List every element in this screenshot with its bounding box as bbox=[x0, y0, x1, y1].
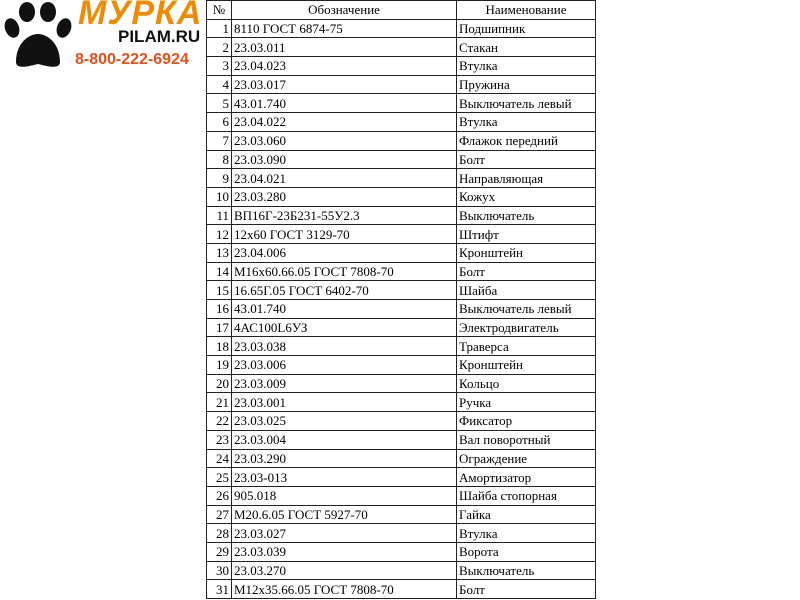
part-name: Вал поворотный bbox=[457, 430, 596, 449]
row-number: 4 bbox=[207, 75, 232, 94]
part-code: 23.03.060 bbox=[232, 131, 457, 150]
part-code: 23.03.280 bbox=[232, 187, 457, 206]
table-row bbox=[207, 412, 596, 431]
table-row bbox=[207, 113, 596, 132]
part-code: 23.03.006 bbox=[232, 356, 457, 375]
part-name: Ручка bbox=[457, 393, 596, 412]
part-name: Болт bbox=[457, 580, 596, 599]
table-row bbox=[207, 206, 596, 225]
row-number: 27 bbox=[207, 505, 232, 524]
part-name: Втулка bbox=[457, 57, 596, 76]
table-row bbox=[207, 393, 596, 412]
part-code: 23.04.022 bbox=[232, 113, 457, 132]
row-number: 5 bbox=[207, 94, 232, 113]
table-row bbox=[207, 486, 596, 505]
header-code: Обозначение bbox=[232, 1, 457, 20]
part-code: 905.018 bbox=[232, 486, 457, 505]
part-code: 23.03.027 bbox=[232, 524, 457, 543]
part-name: Ограждение bbox=[457, 449, 596, 468]
row-number: 17 bbox=[207, 318, 232, 337]
part-name: Амортизатор bbox=[457, 468, 596, 487]
row-number: 1 bbox=[207, 19, 232, 38]
part-name: Кожух bbox=[457, 187, 596, 206]
part-code: 23.03.039 bbox=[232, 542, 457, 561]
row-number: 19 bbox=[207, 356, 232, 375]
row-number: 31 bbox=[207, 580, 232, 599]
row-number: 20 bbox=[207, 374, 232, 393]
header-name: Наименование bbox=[457, 1, 596, 20]
part-name: Кронштейн bbox=[457, 243, 596, 262]
part-name: Кронштейн bbox=[457, 356, 596, 375]
row-number: 3 bbox=[207, 57, 232, 76]
table-row bbox=[207, 374, 596, 393]
part-code: 4АС100L6УЗ bbox=[232, 318, 457, 337]
table-row bbox=[207, 580, 596, 599]
part-name: Выключатель левый bbox=[457, 94, 596, 113]
row-number: 28 bbox=[207, 524, 232, 543]
part-code: ВП16Г-23Б231-55У2.3 bbox=[232, 206, 457, 225]
parts-table bbox=[206, 0, 596, 599]
part-code: 23.03.025 bbox=[232, 412, 457, 431]
row-number: 30 bbox=[207, 561, 232, 580]
table-row bbox=[207, 19, 596, 38]
row-number: 6 bbox=[207, 113, 232, 132]
table-row bbox=[207, 57, 596, 76]
part-name: Выключатель bbox=[457, 206, 596, 225]
part-name: Электродвигатель bbox=[457, 318, 596, 337]
part-name: Ворота bbox=[457, 542, 596, 561]
table-row bbox=[207, 262, 596, 281]
table-row bbox=[207, 150, 596, 169]
table-row bbox=[207, 169, 596, 188]
part-code: 23.03.004 bbox=[232, 430, 457, 449]
table-row bbox=[207, 430, 596, 449]
table-row bbox=[207, 75, 596, 94]
part-name: Болт bbox=[457, 150, 596, 169]
part-name: Штифт bbox=[457, 225, 596, 244]
paw-icon bbox=[2, 2, 74, 70]
row-number: 18 bbox=[207, 337, 232, 356]
brand-name: МУРКА bbox=[78, 0, 203, 32]
table-row bbox=[207, 505, 596, 524]
table-row bbox=[207, 131, 596, 150]
table-row bbox=[207, 187, 596, 206]
part-name: Втулка bbox=[457, 113, 596, 132]
part-code: 8110 ГОСТ 6874-75 bbox=[232, 19, 457, 38]
part-name: Выключатель bbox=[457, 561, 596, 580]
part-code: 23.03.011 bbox=[232, 38, 457, 57]
header-num: № bbox=[207, 1, 232, 20]
part-code: М20.6.05 ГОСТ 5927-70 bbox=[232, 505, 457, 524]
row-number: 14 bbox=[207, 262, 232, 281]
table-row bbox=[207, 337, 596, 356]
row-number: 23 bbox=[207, 430, 232, 449]
table-row bbox=[207, 225, 596, 244]
table-body bbox=[207, 19, 596, 598]
table-row bbox=[207, 524, 596, 543]
table-row bbox=[207, 468, 596, 487]
part-code: 23.03.090 bbox=[232, 150, 457, 169]
part-code: 23.04.023 bbox=[232, 57, 457, 76]
part-code: 23.03-013 bbox=[232, 468, 457, 487]
part-code: 23.03.001 bbox=[232, 393, 457, 412]
table-row bbox=[207, 318, 596, 337]
part-name: Стакан bbox=[457, 38, 596, 57]
table-row bbox=[207, 449, 596, 468]
table-row bbox=[207, 38, 596, 57]
part-code: 23.03.038 bbox=[232, 337, 457, 356]
table-row bbox=[207, 281, 596, 300]
part-name: Втулка bbox=[457, 524, 596, 543]
row-number: 7 bbox=[207, 131, 232, 150]
table-row bbox=[207, 542, 596, 561]
part-code: М16х60.66.05 ГОСТ 7808-70 bbox=[232, 262, 457, 281]
part-code: 23.04.021 bbox=[232, 169, 457, 188]
part-name: Шайба стопорная bbox=[457, 486, 596, 505]
table-row bbox=[207, 356, 596, 375]
row-number: 29 bbox=[207, 542, 232, 561]
site-url[interactable]: PILAM.RU bbox=[118, 27, 201, 46]
part-name: Кольцо bbox=[457, 374, 596, 393]
table-row bbox=[207, 300, 596, 319]
row-number: 9 bbox=[207, 169, 232, 188]
part-code: М12х35.66.05 ГОСТ 7808-70 bbox=[232, 580, 457, 599]
row-number: 8 bbox=[207, 150, 232, 169]
part-name: Гайка bbox=[457, 505, 596, 524]
row-number: 11 bbox=[207, 206, 232, 225]
part-code: 43.01.740 bbox=[232, 300, 457, 319]
part-name: Выключатель левый bbox=[457, 300, 596, 319]
part-code: 16.65Г.05 ГОСТ 6402-70 bbox=[232, 281, 457, 300]
row-number: 13 bbox=[207, 243, 232, 262]
row-number: 22 bbox=[207, 412, 232, 431]
table-row bbox=[207, 561, 596, 580]
table-row bbox=[207, 243, 596, 262]
part-code: 23.04.006 bbox=[232, 243, 457, 262]
row-number: 24 bbox=[207, 449, 232, 468]
part-name: Флажок передний bbox=[457, 131, 596, 150]
row-number: 15 bbox=[207, 281, 232, 300]
part-code: 23.03.290 bbox=[232, 449, 457, 468]
part-code: 23.03.017 bbox=[232, 75, 457, 94]
part-code: 12х60 ГОСТ 3129-70 bbox=[232, 225, 457, 244]
table-header-row bbox=[207, 1, 596, 20]
row-number: 12 bbox=[207, 225, 232, 244]
part-name: Шайба bbox=[457, 281, 596, 300]
part-code: 23.03.270 bbox=[232, 561, 457, 580]
table-row bbox=[207, 94, 596, 113]
row-number: 2 bbox=[207, 38, 232, 57]
row-number: 25 bbox=[207, 468, 232, 487]
row-number: 21 bbox=[207, 393, 232, 412]
part-name: Подшипник bbox=[457, 19, 596, 38]
part-code: 43.01.740 bbox=[232, 94, 457, 113]
row-number: 10 bbox=[207, 187, 232, 206]
part-name: Траверса bbox=[457, 337, 596, 356]
part-name: Направляющая bbox=[457, 169, 596, 188]
logo[interactable] bbox=[0, 0, 205, 80]
row-number: 16 bbox=[207, 300, 232, 319]
part-code: 23.03.009 bbox=[232, 374, 457, 393]
part-name: Пружина bbox=[457, 75, 596, 94]
row-number: 26 bbox=[207, 486, 232, 505]
part-name: Болт bbox=[457, 262, 596, 281]
phone-number[interactable]: 8-800-222-6924 bbox=[75, 51, 189, 68]
part-name: Фиксатор bbox=[457, 412, 596, 431]
